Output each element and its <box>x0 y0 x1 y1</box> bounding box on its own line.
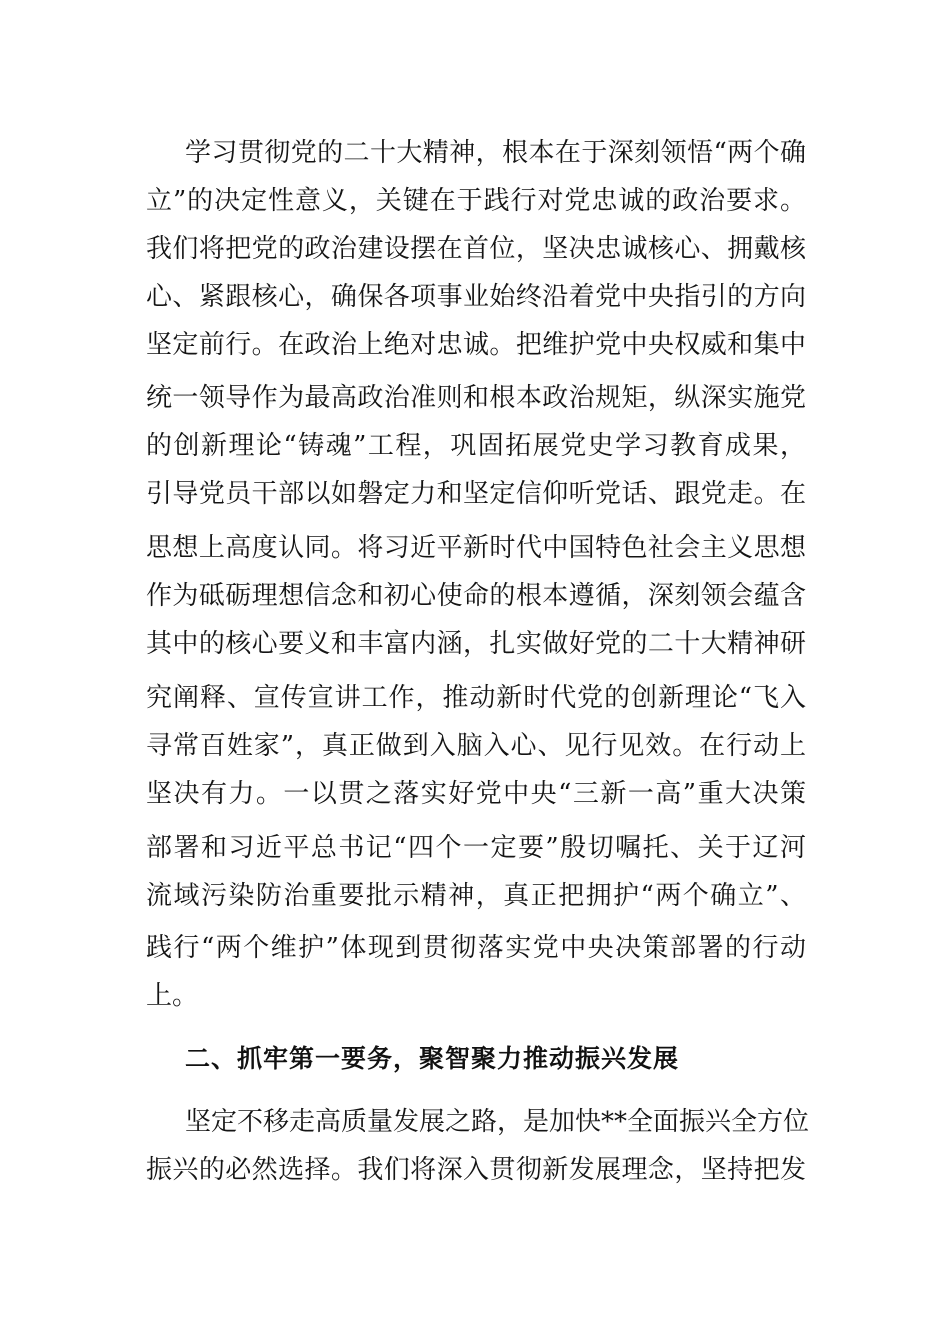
paragraph-1-line-12: 究阐释、宣传宣讲工作，推动新时代党的创新理论“飞入 <box>146 683 806 713</box>
section-heading: 二、抓牢第一要务，聚智聚力推动振兴发展 <box>185 1044 680 1073</box>
paragraph-1-line-10: 作为砥砺理想信念和初心使命的根本遵循，深刻领会蕴含 <box>146 581 806 611</box>
paragraph-1-line-17: 践行“两个维护”体现到贯彻落实党中央决策部署的行动 <box>146 933 806 963</box>
paragraph-1-line-16: 流域污染防治重要批示精神，真正把拥护“两个确立”、 <box>146 881 806 911</box>
paragraph-1-line-15: 部署和习近平总书记“四个一定要”殷切嘱托、关于辽河 <box>146 833 806 863</box>
paragraph-1-line-18: 上。 <box>146 981 199 1011</box>
paragraph-1-line-6: 统一领导作为最高政治准则和根本政治规矩，纵深实施党 <box>146 383 806 413</box>
paragraph-1-line-2: 立”的决定性意义，关键在于践行对党忠诚的政治要求。 <box>146 186 806 216</box>
paragraph-1-line-1: 学习贯彻党的二十大精神，根本在于深刻领悟“两个确 <box>185 138 806 168</box>
paragraph-1-line-9: 思想上高度认同。将习近平新时代中国特色社会主义思想 <box>146 533 806 563</box>
paragraph-1-line-4: 心、紧跟核心，确保各项事业始终沿着党中央指引的方向 <box>146 282 806 312</box>
paragraph-1-line-7: 的创新理论“铸魂”工程，巩固拓展党史学习教育成果， <box>146 431 806 461</box>
paragraph-2-line-2: 振兴的必然选择。我们将深入贯彻新发展理念，坚持把发 <box>146 1155 806 1185</box>
paragraph-2-line-1: 坚定不移走高质量发展之路，是加快**全面振兴全方位 <box>185 1107 810 1137</box>
paragraph-1-line-5: 坚定前行。在政治上绝对忠诚。把维护党中央权威和集中 <box>146 330 806 360</box>
paragraph-1-line-13: 寻常百姓家”，真正做到入脑入心、见行见效。在行动上 <box>146 731 806 761</box>
paragraph-1-line-8: 引导党员干部以如磐定力和坚定信仰听党话、跟党走。在 <box>146 479 806 509</box>
paragraph-1-line-11: 其中的核心要义和丰富内涵，扎实做好党的二十大精神研 <box>146 629 806 659</box>
paragraph-1-line-3: 我们将把党的政治建设摆在首位，坚决忠诚核心、拥戴核 <box>146 234 806 264</box>
paragraph-1-line-14: 坚决有力。一以贯之落实好党中央“三新一高”重大决策 <box>146 779 806 809</box>
